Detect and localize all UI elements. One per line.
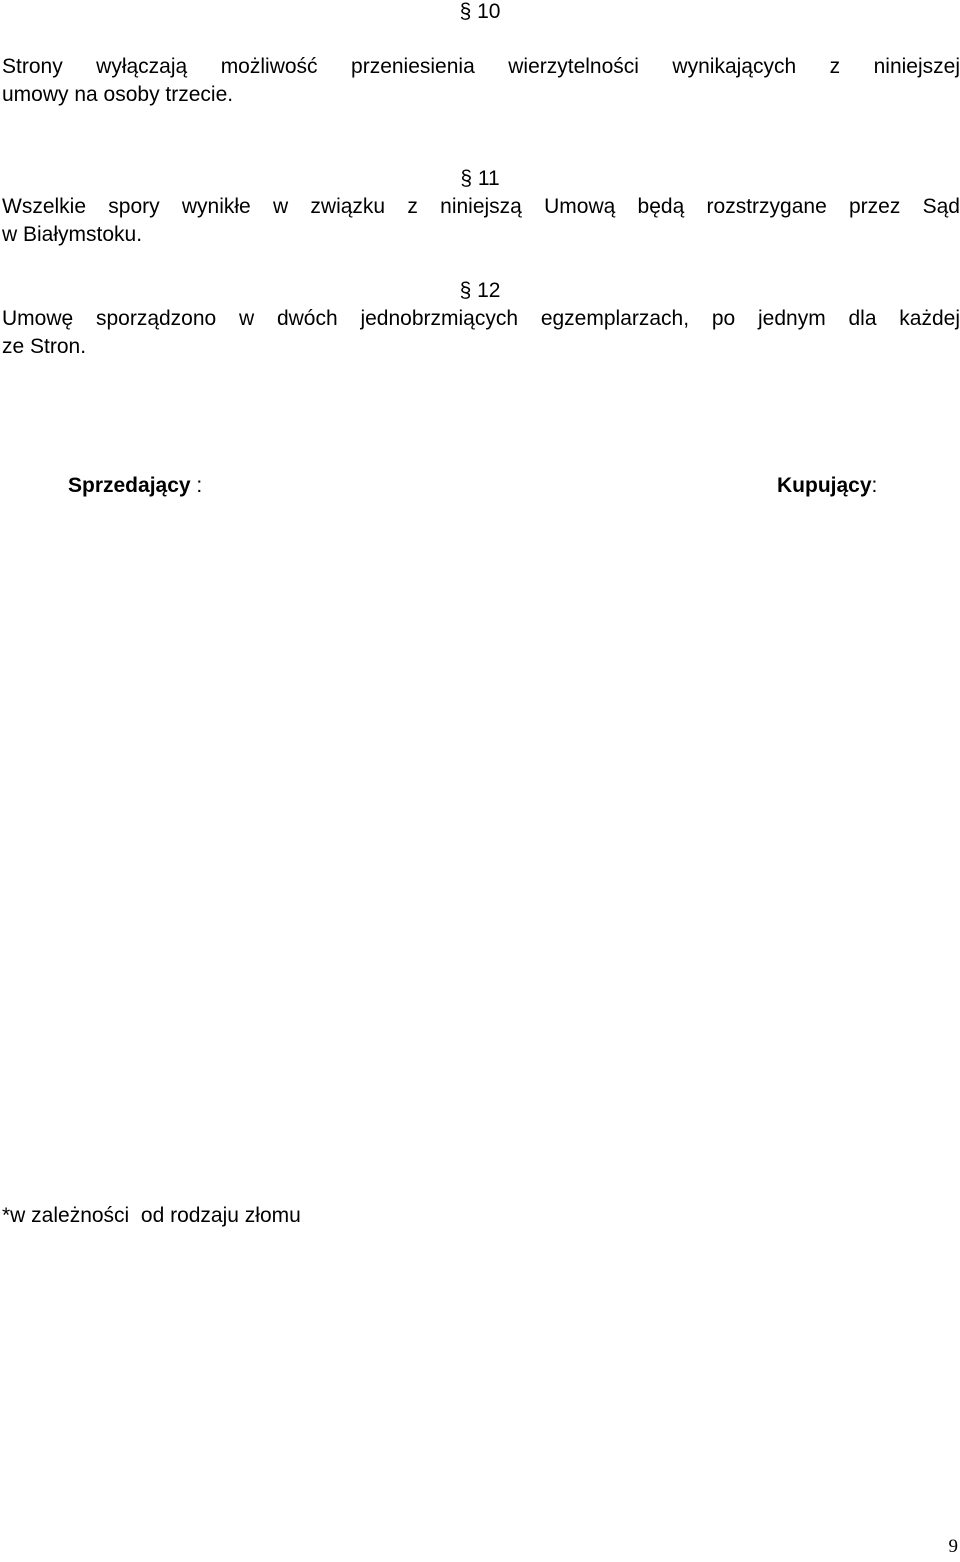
section-heading-12: § 12 bbox=[459, 279, 501, 302]
paragraph-line: umowy na osoby trzecie. bbox=[2, 83, 234, 106]
section-11-paragraph bbox=[2, 193, 960, 249]
section-heading-10: § 10 bbox=[459, 0, 501, 23]
buyer-label: Kupujący bbox=[777, 474, 872, 497]
seller-colon: : bbox=[190, 474, 203, 497]
paragraph-line: ze Stron. bbox=[2, 335, 87, 358]
seller-label: Sprzedający bbox=[68, 474, 191, 497]
paragraph-line: Strony wyłączają możliwość przeniesienia wierzytelności wynikających z niniejszej bbox=[2, 55, 960, 78]
section-10-paragraph bbox=[2, 53, 960, 109]
page-number: 9 bbox=[948, 1536, 958, 1557]
seller-signature-label bbox=[68, 473, 202, 499]
buyer-colon: : bbox=[871, 474, 878, 497]
buyer-signature-label bbox=[777, 473, 877, 499]
paragraph-line: Umowę sporządzono w dwóch jednobrzmiących egzemplarzach, po jednym dla każdej bbox=[2, 307, 960, 330]
section-heading-11: § 11 bbox=[460, 167, 500, 190]
footnote: *w zależności od rodzaju złomu bbox=[2, 1204, 301, 1227]
section-12-paragraph bbox=[2, 305, 960, 361]
paragraph-line: Wszelkie spory wynikłe w związku z niniejszą Umową będą rozstrzygane przez Sąd bbox=[2, 195, 960, 218]
paragraph-line: w Białymstoku. bbox=[2, 223, 143, 246]
